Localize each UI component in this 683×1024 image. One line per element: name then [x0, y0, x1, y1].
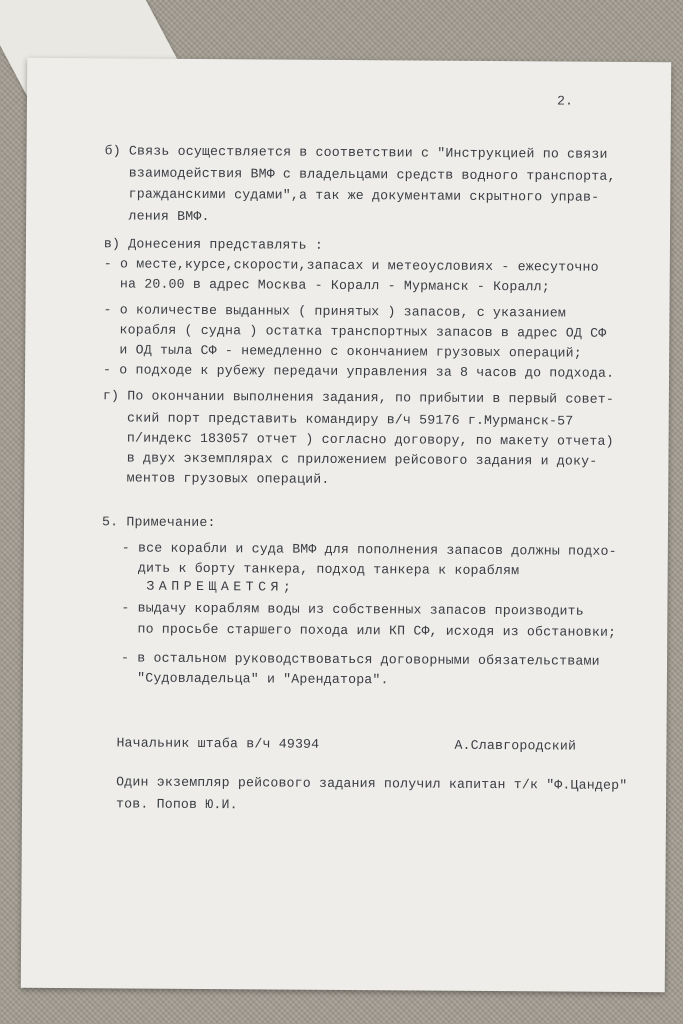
section-v-line-1: - о месте,курсе,скорости,запасах и метеоусловиях - ежесуточно [103, 256, 599, 275]
section-v-line-5: и ОД тыла СФ - немедленно с окончанием грузовых операций; [103, 342, 582, 361]
page-number: 2. [556, 93, 574, 109]
section-5-line-3-forbidden: ЗАПРЕЩАЕТСЯ; [121, 578, 296, 595]
section-v-line-6: - о подходе к рубежу передачи управления за 8 часов до подхода. [103, 362, 615, 381]
section-5-line-6: - в остальном руководствоваться договорными обязательствами [121, 650, 600, 669]
section-b-line-4: ления ВМФ. [104, 208, 210, 225]
section-5-line-2: дить к борту танкера, подход танкера к кораблям [121, 560, 520, 579]
section-g-line-2: ский порт представить командиру в/ч 59176 г.Мурманск-57 [102, 410, 574, 429]
section-v-line-3: - о количестве выданных ( принятых ) запасов, с указанием [103, 302, 567, 321]
section-v-header: в) Донесения представлять : [103, 236, 324, 253]
section-v-line-4: корабля ( судна ) остатка транспортных запасов в адрес ОД СФ [103, 322, 607, 341]
section-g-line-1: г) По окончании выполнения задания, по прибытии в первый совет- [102, 388, 615, 407]
section-g-line-3: п/индекс 183057 отчет ) согласно договору, по макету отчета) [102, 430, 614, 449]
section-5-line-5: по просьбе старшего похода или КП СФ, исходя из обстановки; [121, 621, 617, 640]
section-v-line-2: на 20.00 в адрес Москва - Коралл - Мурманск - Коралл; [103, 276, 550, 295]
signature-name: А.Славгородский [454, 737, 577, 754]
section-g-line-4: в двух экземплярах с приложением рейсового задания и доку- [102, 450, 598, 469]
section-b-line-2: взаимодействия ВМФ с владельцами средств водного транспорта, [104, 165, 616, 184]
signature-title: Начальник штаба в/ч 49394 [116, 735, 320, 752]
section-5-line-1: - все корабли и суда ВМФ для пополнения запасов должны подхо- [121, 540, 617, 559]
section-g-line-5: ментов грузовых операций. [102, 470, 330, 487]
document-page [21, 58, 671, 992]
receipt-line-2: тов. Попов Ю.И. [115, 796, 238, 813]
section-5-line-7: "Судовладельца" и "Арендатора". [120, 670, 389, 688]
section-5-header: 5. Примечание: [101, 514, 216, 531]
section-5-line-4: - выдачу кораблям воды из собственных запасов производить [121, 600, 584, 619]
receipt-line-1: Один экземпляр рейсового задания получил капитан т/к "Ф.Цандер" [116, 774, 628, 793]
section-b-line-3: гражданскими судами",а так же документами скрытного управ- [104, 186, 600, 205]
section-b-line-1: б) Связь осуществляется в соответствии с "Инструкцией по связи [104, 143, 608, 162]
